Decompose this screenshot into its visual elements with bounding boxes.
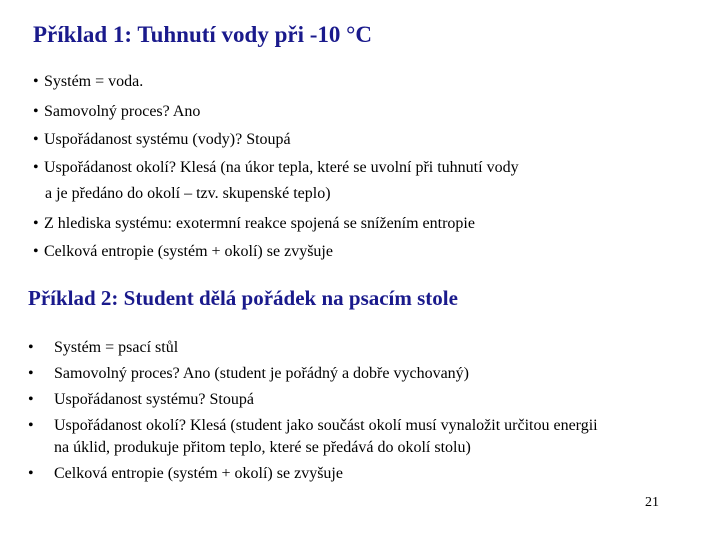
bullet: • (33, 73, 39, 90)
item-text: a je předáno do okolí – tzv. skupenské teplo) (45, 185, 331, 202)
bullet: • (33, 103, 39, 120)
example-1-item (33, 72, 143, 92)
example-1-item (33, 130, 291, 150)
example-1-item-continuation (33, 184, 331, 204)
item-text: Systém = voda. (44, 73, 144, 90)
item-text: Z hlediska systému: exotermní reakce spojená se snížením entropie (44, 215, 475, 232)
bullet: • (33, 243, 39, 260)
bullet: • (28, 339, 34, 356)
page-number: 21 (645, 495, 659, 510)
example-1-item (33, 242, 333, 262)
item-text: na úklid, produkuje přitom teplo, které se předává do okolí stolu) (54, 439, 471, 456)
bullet: • (28, 417, 34, 434)
example-2-title: Příklad 2: Student dělá pořádek na psacím stole (28, 286, 458, 310)
item-text: Uspořádanost okolí? Klesá (na úkor tepla, které se uvolní při tuhnutí vody (44, 159, 519, 176)
example-1-item (33, 102, 200, 122)
bullet: • (28, 465, 34, 482)
item-text: Samovolný proces? Ano (student je pořádný a dobře vychovaný) (54, 365, 470, 382)
example-1-item (33, 158, 519, 178)
item-text: Uspořádanost systému (vody)? Stoupá (44, 131, 291, 148)
item-text: Uspořádanost okolí? Klesá (student jako součást okolí musí vynaložit určitou energii (54, 417, 598, 434)
item-text: Samovolný proces? Ano (44, 103, 201, 120)
bullet: • (33, 159, 39, 176)
bullet: • (33, 215, 39, 232)
item-text: Systém = psací stůl (54, 339, 179, 356)
bullet: • (28, 391, 34, 408)
example-1-item (33, 214, 475, 234)
item-text: Celková entropie (systém + okolí) se zvyšuje (44, 243, 333, 260)
bullet: • (28, 365, 34, 382)
bullet: • (33, 131, 39, 148)
item-text: Celková entropie (systém + okolí) se zvyšuje (54, 465, 343, 482)
item-text: Uspořádanost systému? Stoupá (54, 391, 254, 408)
example-1-title: Příklad 1: Tuhnutí vody při -10 °C (33, 22, 372, 47)
